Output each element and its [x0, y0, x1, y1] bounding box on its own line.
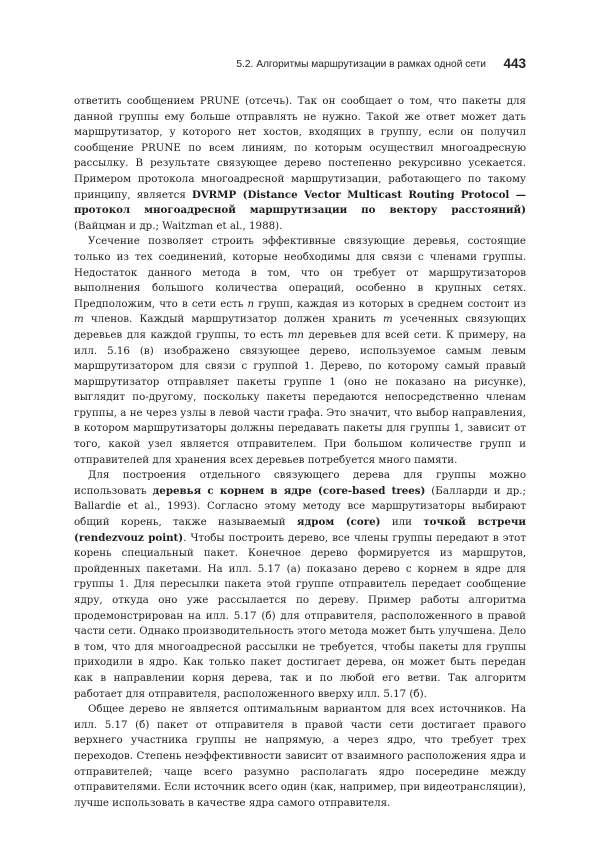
term-dvrmp: DVRMP (Distance Vector Multicast Routing Protocol — протокол многоадресной маршрутизации по вектору расстояний) [74, 188, 526, 217]
paragraph-prune [74, 94, 526, 234]
chapter-section-title: 5.2. Алгоритмы маршрутизации в рамках одной сети [236, 59, 486, 70]
text-run: усеченных связующих деревьев для каждой группы, то есть [74, 313, 526, 341]
text-run: Для построения отдельного связующего дерева для группы можно использовать [74, 469, 526, 497]
running-header [74, 56, 526, 76]
text-run: Общее дерево не является оптимальным вариантом для всех источников. На илл. 5.17 (б) пакет от отправителя в правой части сети достигает правого верхнего участника группы не напрямую, а через ядро, что требует трех переходов. Степень неэффективности зависит от взаимного расположения ядра и отправителей; чаще всего разумно располагать ядро посередине между отправителями. Если источник всего один (как, например, при видеотрансляции), лучше использовать в качестве ядра самого отправителя. [74, 703, 526, 809]
var-mn: mn [287, 328, 305, 341]
var-n: n [247, 297, 255, 310]
term-core: ядром (core) [296, 516, 381, 529]
text-run: деревьев для всей сети. К примеру, на илл. 5.16 (в) изображено связующее дерево, используемое самым левым маршрутизатором для связи с группой 1. Дерево, по которому самый правый маршрутизатор отправляет пакеты группе 1 (оно не показано на рисунке), выглядит по-другому, поскольку пакеты передаются непосредственно членам группы, а не через узлы в левой части графа. Это значит, что выбор направления, в котором маршрутизаторы должны передавать пакеты для группы 1, зависит от того, какой узел является отправителем. При большом количестве групп и отправителей для хранения всех деревьев потребуется много памяти. [74, 328, 526, 466]
page-number: 443 [503, 56, 526, 71]
var-m: m [382, 313, 393, 326]
text-run: членов. Каждый маршрутизатор должен хранить [83, 313, 383, 326]
term-rendezvous-point: точкой встречи (rendezvouz point) [74, 516, 526, 544]
text-run: групп, каждая из которых в среднем состоит из [254, 297, 526, 310]
paragraph-core-based-trees [74, 468, 526, 702]
paragraph-pruning-cost [74, 234, 526, 468]
text-run: (Балларди и др.; Ballardie et al., 1993). Согласно этому методу все маршрутизаторы выбирают общий корень, также называемый [74, 484, 527, 529]
var-m: m [74, 313, 84, 326]
text-run: ответить сообщением PRUNE (отсечь). Так он сообщает о том, что пакеты для данной группы ему больше отправлять не нужно. Такой же ответ может дать маршрутизатор, у которого нет хостов, входящих в группу, если он получил сообщение PRUNE по всем линиям, по которым осуществил многоадресную рассылку. В результате связующее дерево постепенно рекурсивно усекается. Примером протокола многоадресной маршрутизации, работающего по такому принципу, является [74, 95, 526, 201]
text-run: . Чтобы построить дерево, все члены группы передают в этот корень специальный пакет. Конечное дерево формируется из маршрутов, пройденных пакетами. На илл. 5.17 (а) показано дерево с корнем в ядре для группы 1. Для пересылки пакета этой группе отправитель передает сообщение ядру, откуда оно уже рассылается по дереву. Пример работы алгоритма продемонстрирован на илл. 5.17 (б) для отправителя, расположенного в правой части сети. Однако производительность этого метода может быть улучшена. Дело в том, что для многоадресной рассылки не требуется, чтобы пакеты для группы приходили в ядро. Как только пакет достигает дерева, он может быть передан как в направлении корня дерева, так и по любой его ветви. Так алгоритм работает для отправителя, расположенного вверху илл. 5.17 (б). [74, 531, 526, 700]
text-run: Усечение позволяет строить эффективные связующие деревья, состоящие только из тех соединений, которые необходимы для связи с членами группы. Недостаток данного метода в том, что он требует от маршрутизаторов выполнения большого количества операций, особенно в крупных сетях. Предположим, что в сети есть [74, 235, 526, 310]
body-text [74, 94, 526, 811]
term-core-based-trees: деревья с корнем в ядре (core-based trees) [152, 484, 426, 497]
paragraph-shared-tree [74, 702, 526, 811]
text-run: или [380, 516, 424, 529]
text-run: (Вайцман и др.; Waitzman et al., 1988). [74, 219, 283, 232]
